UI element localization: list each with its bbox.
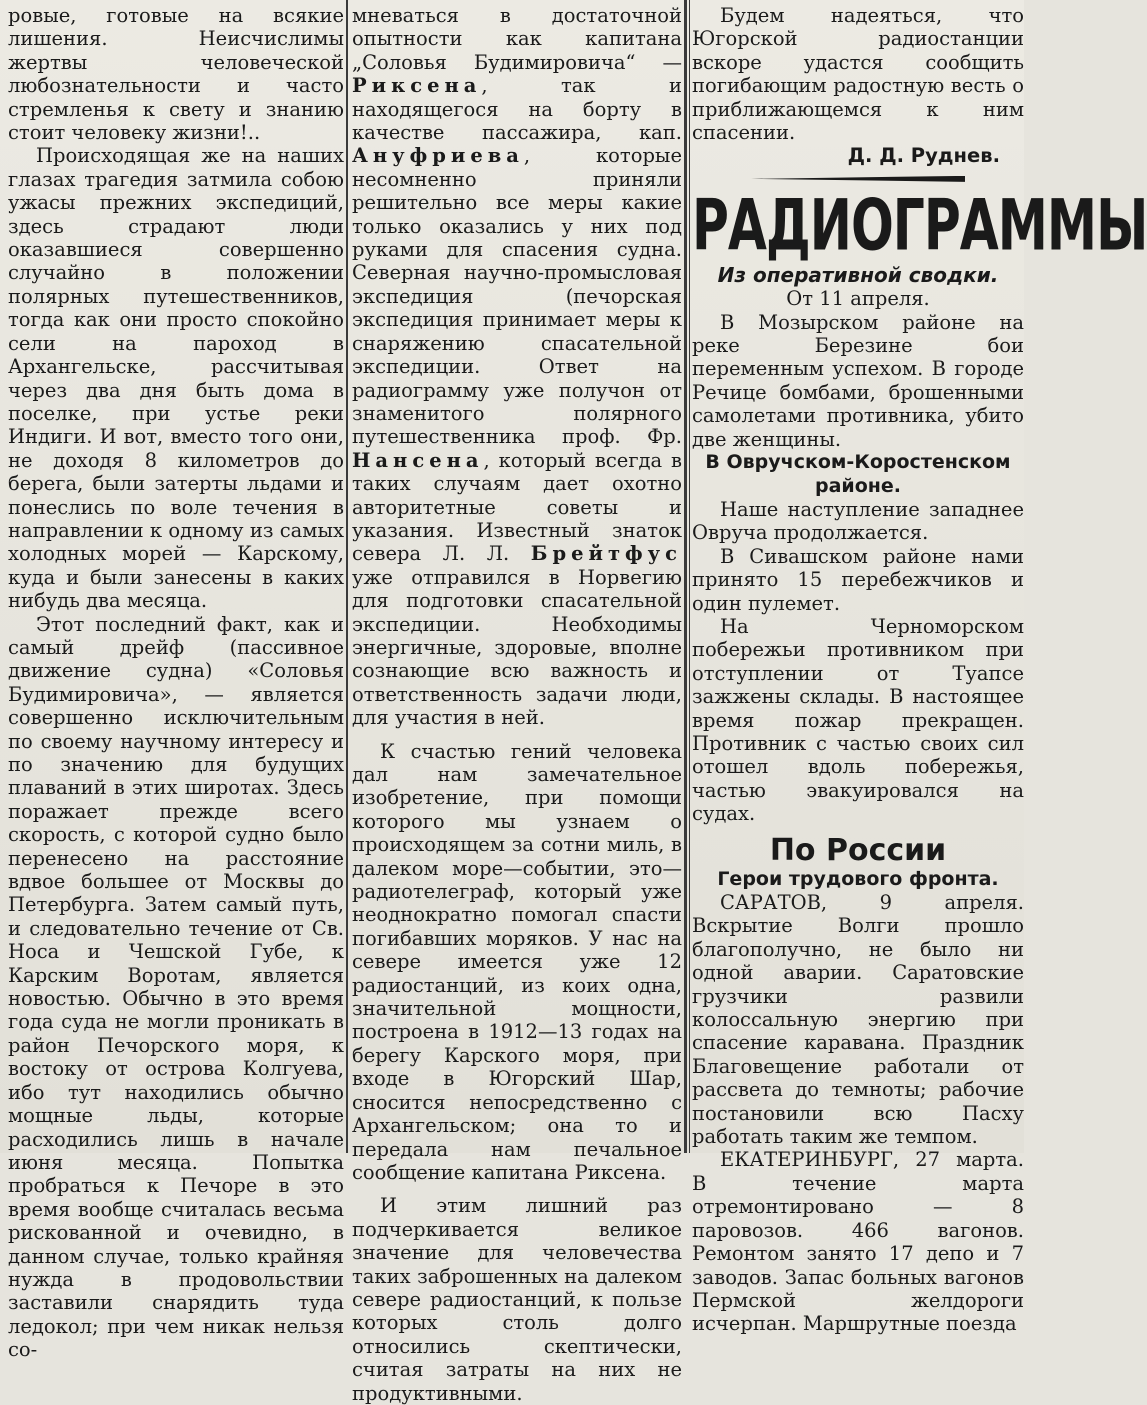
col3-paragraph-7 xyxy=(692,1148,1024,1335)
col1-paragraph-3: Этот последний факт, как и самый дрейф (пассивное движение судна) «Соловья Будимировича», — является совершенно исключительным по своему научному интересу и по значению для будущих плаваний в этих широтах. Здесь поражает прежде всего скорость, с которой судно было перенесено на расстояние вдвое большее от Москвы до Петербурга. Затем самый путь, и следовательно течение от Св. Носа и Чешской Губе, к Карским Воротам, является новостью. Обычно в это время года суда не могли проникать в район Печорского моря, к востоку от острова Колгуева, ибо тут находились обычно мощные льды, которые расходились лишь в начале июня месяца. Попытка пробраться к Печоре в это время вообще считалась весьма рискованной и очевидно, в данном случае, только крайняя нужда в продовольствии заставили снарядить туда ледокол; при чем никак нельзя со- xyxy=(8,612,344,1362)
spacer xyxy=(352,1184,682,1194)
col3-paragraph-5: На Черноморском побережьи противником при отступлении от Туапсе зажжены склады. В настоящее время пожар прекращен. Противник с частью своих сил отошел вдоль побережья, частью эвакуировался на судах. xyxy=(692,614,1024,826)
region-heading: В Овручском-Коростенском районе. xyxy=(705,451,1011,497)
col3-paragraph-6 xyxy=(692,891,1024,1148)
column-rule-2-thin xyxy=(689,0,690,1153)
column-rule-2 xyxy=(684,0,687,1153)
col2-paragraph-2: К счастью гений человека дал нам замечательное изобретение, при помощи которого мы узнаем о происходящем за сотни миль, в далеком море—событии, это—радиотелеграф, который уже неоднократно помогал спасти погибавших моряков. У нас на севере имеется уже 12 радиостанций, из коих одна, значительной мощности, построена в 1912—13 годах на берегу Карского моря, при входе в Югорский Шар, сносится непосредственно с Архангельском; она то и передала нам печальное сообщение капитана Риксена. xyxy=(352,739,682,1184)
author-signature: Д. Д. Руднев. xyxy=(847,144,1000,168)
spacer xyxy=(352,730,682,740)
column-3 xyxy=(692,4,1147,1336)
col3-paragraph-4: В Сивашском районе нами принято 15 перебежчиков и один пулемет. xyxy=(692,544,1024,615)
col3-paragraph-3: Наше наступление западнее Овруча продолжается. xyxy=(692,497,1024,545)
col3-paragraph-1: Будем надеяться, что Югорской радиостанции вскоре удастся сообщить погибающим радостную весть о приближающемся к ним спасении. xyxy=(692,4,1024,145)
name-rixen: Риксена xyxy=(352,74,482,98)
dateline: От 11 апреля. xyxy=(786,287,930,311)
text-fragment: , так и находящегося на борту в качестве пассажира, кап. xyxy=(352,74,682,145)
text-fragment: , который всегда в таких случаям дает охотно авторитетные советы и указания. Известный знаток севера Л. Л. xyxy=(352,448,682,566)
name-nansen: Нансена xyxy=(352,448,484,472)
name-anufriev: Ануфриева xyxy=(352,144,524,168)
col2-paragraph-3: И этим лишний раз подчеркивается великое значение для человечества таких заброшенных на далеком севере радиостанций, к пользе которых столь долго относились скептически, считая затраты на них не продуктивными. xyxy=(352,1194,682,1405)
text-fragment: мневаться в достаточной опытности как капитана „Соловья Будимировича“ — xyxy=(352,4,682,74)
section-subtitle: Герои трудового фронта. xyxy=(717,867,999,890)
column-1 xyxy=(8,4,344,1362)
text-fragment: , 9 апреля. Вскрытие Волги прошло благополучно, не было ни одной аварии. Саратовские грузчики развили колоссальную энергию при спасение каравана. Праздник Благовещение работали от рассвета до темноты; рабочие постановили всю Пасху работать таким же темпом. xyxy=(692,891,1024,1149)
name-breitfus: Брейтфус xyxy=(530,542,682,566)
col1-paragraph-1: ровые, готовые на всякие лишения. Неисчислимы жертвы человеческой любознательности и часто стремленья к свету и знанию стоит человеку жизни!.. xyxy=(8,4,344,145)
text-fragment: уже отправился в Норвегию для подготовки спасательной экспедиции. Необходимы энергичные, здоровые, вполне сознающие всю важность и ответственность задачи люди, для участия в ней. xyxy=(352,565,682,730)
column-2 xyxy=(352,4,682,1405)
col3-paragraph-2: В Мозырском районе на реке Березине бои переменным успехом. В городе Речице бомбами, брошенными самолетами противника, убито две женщины. xyxy=(692,310,1024,451)
city-ekaterinburg: ЕКАТЕРИНБУРГ xyxy=(720,1148,893,1172)
col1-paragraph-2: Происходящая же на наших глазах трагедия затмила собою ужасы прежних экспедиций, здесь страдают люди оказавшиеся совершенно случайно в положении полярных путешественников, тогда как они просто спокойно сели на пароход в Архангельске, рассчитывая через два дня быть дома в поселке, при устье реки Индиги. И вот, вместо того они, не доходя 8 километров до берега, были затерты льдами и понеслись по воле течения в направлении к одному из самых холодных морей — Карскому, куда и были занесены в каких нибудь два месяца. xyxy=(8,144,344,613)
ornamental-dash xyxy=(751,172,965,186)
column-rule-1 xyxy=(346,0,348,1153)
text-fragment: , которые несомненно приняли решительно все меры какие только оказались у них под руками для спасения судна. Северная научно-промысловая экспедиция (печорская экспедиция принимает меры к снаряжению спасательной экспедиции. Ответ на радиограмму уже получон от знаменитого полярного путешественника проф. Фр. xyxy=(352,144,682,449)
col2-paragraph-1 xyxy=(352,4,682,730)
city-saratov: САРАТОВ xyxy=(720,891,821,914)
rubric-title: РАДИОГРАММЫ xyxy=(692,185,1147,267)
section-title: По России xyxy=(769,832,947,868)
text-fragment: , 27 марта. В течение марта отремонтировано — 8 паровозов. 466 вагонов. Ремонтом занято 17 депо и 7 заводов. Запас больных вагонов Пермской желдороги исчерпан. Маршрутные поезда xyxy=(692,1148,1024,1336)
subheading: Из оперативной сводки. xyxy=(717,262,999,287)
